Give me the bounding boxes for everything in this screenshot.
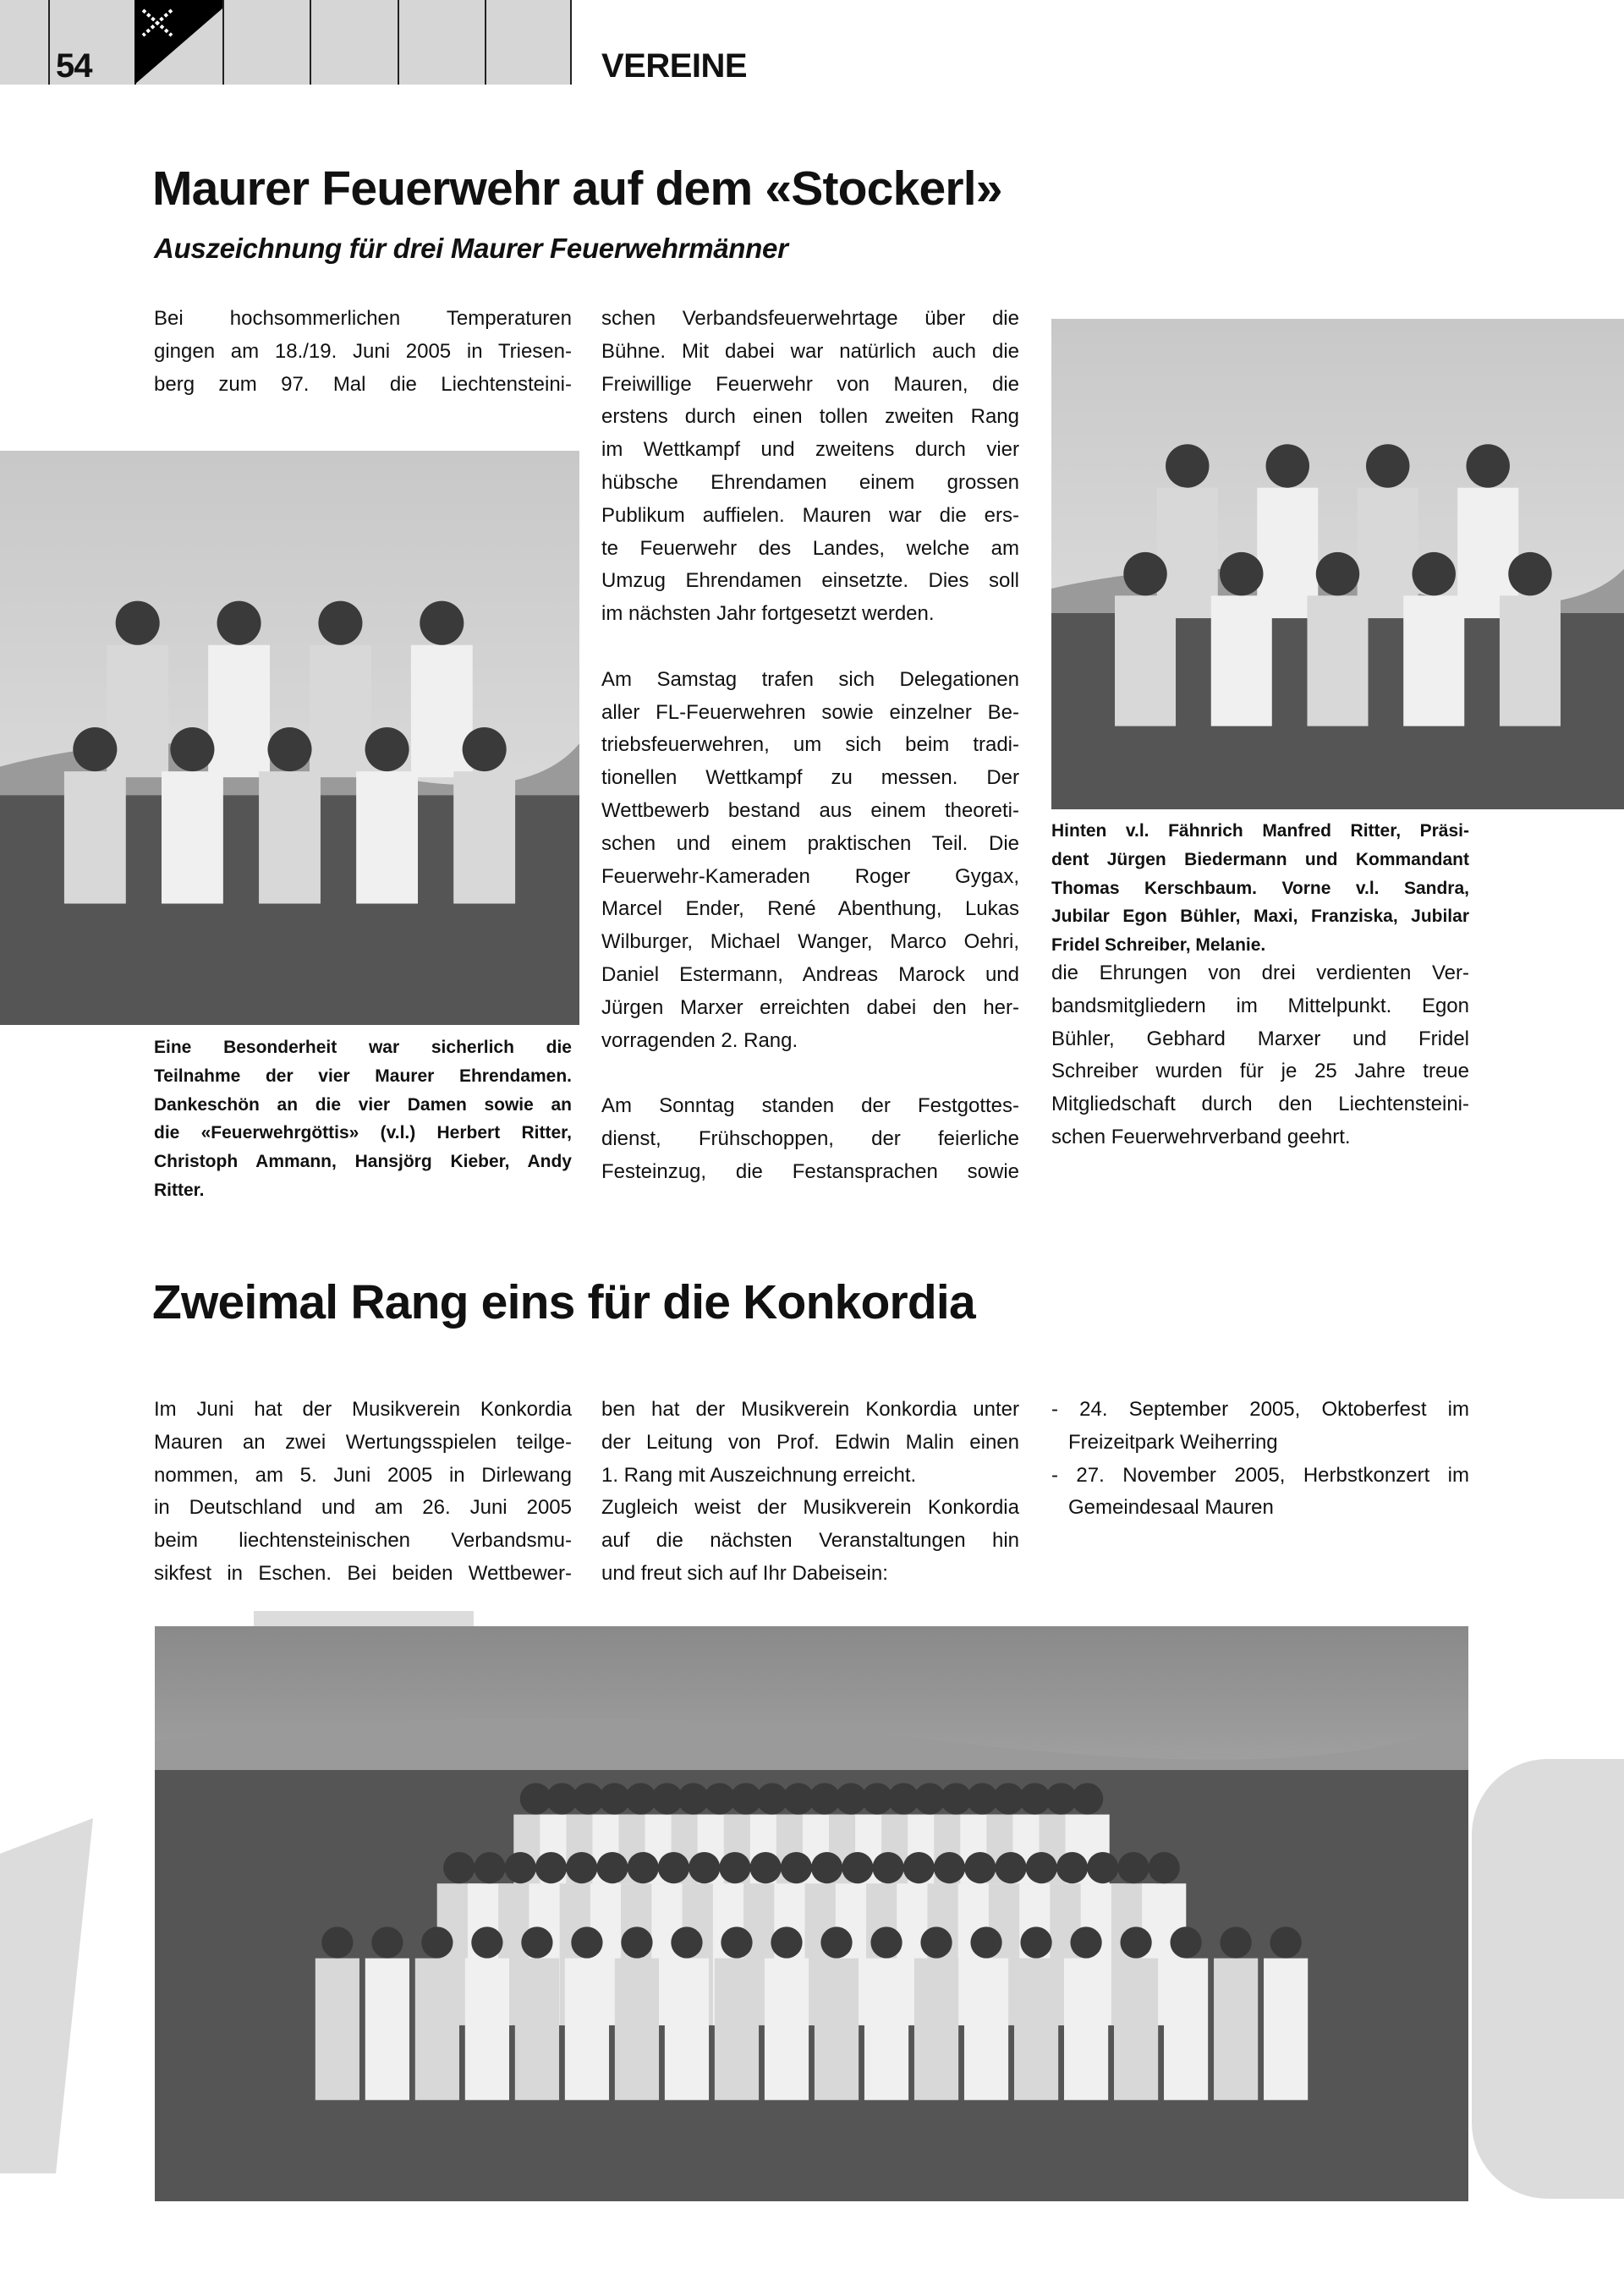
list-item bbox=[1051, 1460, 1469, 1526]
person-figure bbox=[765, 1959, 809, 2101]
text-line: vorragenden 2. Rang. bbox=[601, 1028, 798, 1052]
person-figure bbox=[415, 1959, 459, 2101]
person-head bbox=[1117, 1852, 1149, 1883]
person-head bbox=[750, 1852, 782, 1883]
text-line: im Wettkampf und zweitens durch vier bbox=[601, 438, 1019, 462]
person-head bbox=[719, 1852, 750, 1883]
person-figure bbox=[864, 1959, 908, 2101]
person-head bbox=[471, 1926, 502, 1958]
person-figure bbox=[259, 771, 321, 903]
person-figure bbox=[453, 771, 515, 903]
person-head bbox=[842, 1852, 873, 1883]
text-line: auf die nächsten Veranstaltungen hin bbox=[601, 1529, 1019, 1553]
person-head bbox=[1170, 1926, 1201, 1958]
paragraph bbox=[1051, 817, 1469, 960]
text-line: dent Jürgen Biedermann und Kommandant bbox=[1051, 849, 1469, 869]
text-line: Freizeitpark Weiherring bbox=[1068, 1430, 1278, 1454]
person-head bbox=[1123, 552, 1166, 595]
text-line: Feuerwehr-Kameraden Roger Gygax, bbox=[601, 864, 1019, 888]
person-figure bbox=[1214, 1959, 1258, 2101]
person-head bbox=[820, 1926, 852, 1958]
person-figure bbox=[914, 1959, 958, 2101]
text-line: tionellen Wettkampf zu messen. Der bbox=[601, 766, 1019, 790]
article-title-konkordia: Zweimal Rang eins für die Konkordia bbox=[152, 1275, 975, 1329]
person-head bbox=[671, 1926, 702, 1958]
person-head bbox=[771, 1926, 802, 1958]
text-line: bandsmitgliedern im Mittelpunkt. Egon bbox=[1051, 994, 1469, 1017]
person-figure bbox=[1115, 595, 1176, 726]
person-figure bbox=[465, 1959, 509, 2101]
person-head bbox=[1149, 1852, 1180, 1883]
person-head bbox=[870, 1926, 902, 1958]
text-line: Thomas Kerschbaum. Vorne v.l. Sandra, bbox=[1051, 878, 1469, 898]
person-head bbox=[1220, 1926, 1251, 1958]
person-figure bbox=[1500, 595, 1561, 726]
text-line: dienst, Frühschoppen, der feierliche bbox=[601, 1126, 1019, 1150]
person-head bbox=[420, 601, 464, 645]
text-line: triebsfeuerwehren, um sich beim tradi- bbox=[601, 733, 1019, 757]
person-figure bbox=[208, 645, 270, 777]
article-column-2 bbox=[601, 303, 1019, 1189]
person-head bbox=[1316, 552, 1359, 595]
text-line: Jubilar Egon Bühler, Maxi, Franziska, Jubilar bbox=[1051, 907, 1469, 927]
person-head bbox=[421, 1926, 453, 1958]
paragraph bbox=[154, 1033, 572, 1205]
text-line: nommen, am 5. Juni 2005 in Dirlewang bbox=[154, 1463, 572, 1487]
person-head bbox=[318, 601, 362, 645]
text-line: Gemeindesaal Mauren bbox=[1068, 1496, 1274, 1520]
paragraph bbox=[601, 1492, 1019, 1590]
person-head bbox=[1266, 444, 1309, 487]
person-figure bbox=[964, 1959, 1008, 2101]
konkordia-column-2 bbox=[601, 1394, 1019, 1591]
section-title: VEREINE bbox=[601, 47, 748, 85]
person-figure bbox=[64, 771, 126, 903]
text-line: Schreiber wurden für je 25 Jahre treue bbox=[1051, 1060, 1469, 1083]
person-figure bbox=[1211, 595, 1272, 726]
text-line: Zugleich weist der Musikverein Konkordia bbox=[601, 1496, 1019, 1520]
text-line: Festeinzug, die Festansprachen sowie bbox=[601, 1159, 1019, 1183]
text-line: Hinten v.l. Fähnrich Manfred Ritter, Präsi- bbox=[1051, 821, 1469, 841]
person-head bbox=[566, 1852, 597, 1883]
text-line: Bühne. Mit dabei war natürlich auch die bbox=[601, 339, 1019, 363]
text-line: schen Verbandsfeuerwehrtage über die bbox=[601, 307, 1019, 330]
person-head bbox=[1087, 1852, 1118, 1883]
text-line: im nächsten Jahr fortgesetzt werden. bbox=[601, 602, 935, 626]
person-figure bbox=[1307, 595, 1368, 726]
person-head bbox=[217, 601, 261, 645]
text-line: Mitgliedschaft durch den Liechtensteini- bbox=[1051, 1093, 1469, 1116]
person-head bbox=[321, 1926, 353, 1958]
person-figure bbox=[356, 771, 418, 903]
photo-musikverein-konkordia bbox=[155, 1626, 1468, 2201]
person-figure bbox=[515, 1959, 559, 2101]
person-head bbox=[781, 1852, 812, 1883]
person-head bbox=[505, 1852, 536, 1883]
text-line: in Deutschland und am 26. Juni 2005 bbox=[154, 1496, 572, 1520]
text-line: Am Sonntag standen der Festgottes- bbox=[601, 1094, 1019, 1118]
person-head bbox=[463, 727, 507, 771]
person-head bbox=[903, 1852, 935, 1883]
page-number: 54 bbox=[56, 47, 92, 85]
article-title: Maurer Feuerwehr auf dem «Stockerl» bbox=[152, 162, 1002, 216]
person-head bbox=[1056, 1852, 1088, 1883]
text-line: Freiwillige Feuerwehr von Mauren, die bbox=[601, 372, 1019, 396]
person-head bbox=[1508, 552, 1551, 595]
text-line: schen und einem praktischen Teil. Die bbox=[601, 831, 1019, 855]
text-line: berg zum 97. Mal die Liechtensteini- bbox=[154, 372, 572, 396]
paragraph bbox=[601, 303, 1019, 631]
person-figure bbox=[310, 645, 371, 777]
text-line: Wilburger, Michael Wanger, Marco Oehri, bbox=[601, 930, 1019, 954]
text-line: Jürgen Marxer erreichten dabei den her- bbox=[601, 995, 1019, 1019]
text-line: beim liechtensteinischen Verbandsmu- bbox=[154, 1529, 572, 1553]
text-line: Publikum auffielen. Mauren war die ers- bbox=[601, 503, 1019, 527]
text-line: Eine Besonderheit war sicherlich die bbox=[154, 1038, 572, 1057]
person-figure bbox=[715, 1959, 759, 2101]
watermark-shape bbox=[1472, 1759, 1624, 2199]
text-line: gingen am 18./19. Juni 2005 in Triesen- bbox=[154, 339, 572, 363]
person-head bbox=[596, 1852, 628, 1883]
person-head bbox=[1466, 444, 1509, 487]
text-line: Bühler, Gebhard Marxer und Fridel bbox=[1051, 1027, 1469, 1050]
person-figure bbox=[1264, 1959, 1308, 2101]
paragraph bbox=[601, 664, 1019, 1058]
text-line: erstens durch einen tollen zweiten Rang bbox=[601, 405, 1019, 429]
text-line: Wettbewerb bestand aus einem theoreti- bbox=[601, 798, 1019, 822]
person-head bbox=[521, 1926, 552, 1958]
text-line: 1. Rang mit Auszeichnung erreicht. bbox=[601, 1463, 917, 1487]
person-head bbox=[443, 1852, 475, 1883]
person-figure bbox=[107, 645, 168, 777]
person-head bbox=[1020, 1926, 1051, 1958]
person-head bbox=[1026, 1852, 1057, 1883]
person-head bbox=[371, 1926, 403, 1958]
person-figure bbox=[1403, 595, 1464, 726]
person-head bbox=[1166, 444, 1209, 487]
photo-firefighters-honor-ladies bbox=[0, 451, 579, 1025]
text-line: Umzug Ehrendamen einsetzte. Dies soll bbox=[601, 569, 1019, 593]
person-head bbox=[934, 1852, 965, 1883]
text-line: der Leitung von Prof. Edwin Malin einen bbox=[601, 1430, 1019, 1454]
text-line: Mauren an zwei Wertungsspielen teilge- bbox=[154, 1430, 572, 1454]
person-head bbox=[1070, 1926, 1101, 1958]
photo-caption-left bbox=[154, 1033, 572, 1205]
text-line: Marcel Ender, René Abenthung, Lukas bbox=[601, 897, 1019, 921]
crossed-axes-emblem-icon bbox=[134, 0, 222, 85]
person-head bbox=[1120, 1926, 1151, 1958]
text-line: ben hat der Musikverein Konkordia unter bbox=[601, 1398, 1019, 1421]
text-line: hübsche Ehrendamen einem grossen bbox=[601, 470, 1019, 494]
paragraph bbox=[154, 303, 572, 401]
text-line: und freut sich auf Ihr Dabeisein: bbox=[601, 1561, 888, 1585]
text-line: - 24. September 2005, Oktoberfest im bbox=[1051, 1398, 1469, 1421]
text-line: aller FL-Feuerwehren sowie einzelner Be- bbox=[601, 700, 1019, 724]
text-line: Daniel Estermann, Andreas Marock und bbox=[601, 962, 1019, 986]
person-head bbox=[365, 727, 409, 771]
person-figure bbox=[1114, 1959, 1158, 2101]
text-line: Teilnahme der vier Maurer Ehrendamen. bbox=[154, 1066, 572, 1086]
person-head bbox=[1270, 1926, 1301, 1958]
person-head bbox=[116, 601, 160, 645]
person-head bbox=[628, 1852, 659, 1883]
text-line: Am Samstag trafen sich Delegationen bbox=[601, 667, 1019, 691]
person-figure bbox=[1064, 1959, 1108, 2101]
text-line: Ritter. bbox=[154, 1180, 205, 1200]
person-figure bbox=[411, 645, 473, 777]
text-line: te Feuerwehr des Landes, welche am bbox=[601, 536, 1019, 560]
person-head bbox=[721, 1926, 752, 1958]
person-figure bbox=[815, 1959, 859, 2101]
text-line: die Ehrungen von drei verdienten Ver- bbox=[1051, 962, 1469, 984]
photo-firefighter-group bbox=[1051, 319, 1624, 809]
person-head bbox=[1072, 1783, 1103, 1814]
person-head bbox=[1220, 552, 1263, 595]
text-line: schen Feuerwehrverband geehrt. bbox=[1051, 1125, 1351, 1148]
paragraph bbox=[154, 1394, 572, 1591]
watermark-shape bbox=[0, 1818, 93, 2173]
text-line: sikfest in Eschen. Bei beiden Wettbewer- bbox=[154, 1561, 572, 1585]
person-figure bbox=[1164, 1959, 1208, 2101]
paragraph bbox=[601, 1090, 1019, 1188]
person-head bbox=[995, 1852, 1026, 1883]
person-head bbox=[872, 1852, 903, 1883]
text-line: Christoph Ammann, Hansjörg Kieber, Andy bbox=[154, 1152, 572, 1172]
person-head bbox=[170, 727, 214, 771]
person-head bbox=[474, 1852, 505, 1883]
article-subtitle: Auszeichnung für drei Maurer Feuerwehrmänner bbox=[154, 233, 788, 264]
person-head bbox=[267, 727, 311, 771]
person-figure bbox=[615, 1959, 659, 2101]
person-head bbox=[689, 1852, 720, 1883]
photo-caption-right bbox=[1051, 817, 1469, 960]
text-line: Bei hochsommerlichen Temperaturen bbox=[154, 307, 572, 330]
person-head bbox=[811, 1852, 842, 1883]
person-head bbox=[1366, 444, 1409, 487]
person-head bbox=[970, 1926, 1001, 1958]
konkordia-column-1 bbox=[154, 1394, 572, 1591]
person-figure bbox=[665, 1959, 709, 2101]
person-figure bbox=[162, 771, 223, 903]
text-line: Fridel Schreiber, Melanie. bbox=[1051, 935, 1266, 956]
article-column-1 bbox=[154, 303, 572, 401]
text-line: - 27. November 2005, Herbstkonzert im bbox=[1051, 1463, 1469, 1487]
person-head bbox=[1413, 552, 1456, 595]
text-line: Im Juni hat der Musikverein Konkordia bbox=[154, 1398, 572, 1421]
article-column-3 bbox=[1051, 957, 1469, 1154]
person-head bbox=[571, 1926, 602, 1958]
paragraph bbox=[601, 1394, 1019, 1492]
person-figure bbox=[315, 1959, 359, 2101]
text-line: Dankeschön an die vier Damen sowie an bbox=[154, 1094, 572, 1115]
person-head bbox=[964, 1852, 996, 1883]
person-head bbox=[658, 1852, 689, 1883]
person-figure bbox=[365, 1959, 409, 2101]
paragraph bbox=[1051, 957, 1469, 1154]
konkordia-events-list bbox=[1051, 1394, 1469, 1525]
list-item bbox=[1051, 1394, 1469, 1460]
person-head bbox=[920, 1926, 952, 1958]
text-line: die «Feuerwehrgöttis» (v.l.) Herbert Ritter, bbox=[154, 1123, 572, 1143]
person-head bbox=[621, 1926, 652, 1958]
person-figure bbox=[1014, 1959, 1058, 2101]
person-head bbox=[73, 727, 117, 771]
person-figure bbox=[565, 1959, 609, 2101]
person-head bbox=[535, 1852, 567, 1883]
